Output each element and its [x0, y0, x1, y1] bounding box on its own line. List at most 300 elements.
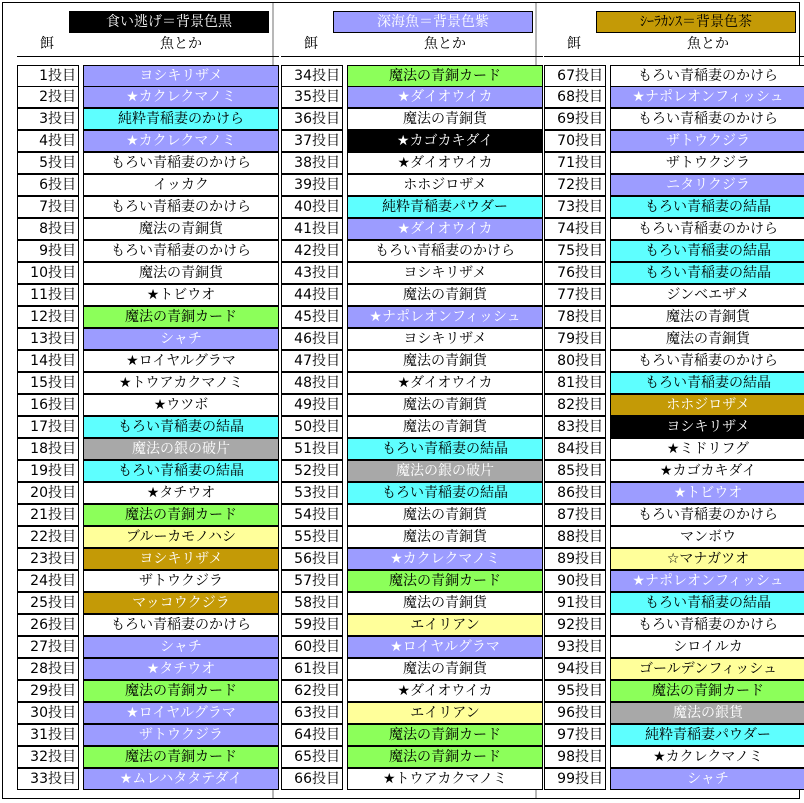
table-row	[544, 461, 804, 483]
cast-number-cell: 99投目	[544, 768, 606, 790]
cast-number-cell: 33投目	[17, 768, 79, 790]
table-row	[281, 659, 543, 681]
cast-number-cell: 93投目	[544, 636, 606, 658]
table-row	[544, 219, 804, 241]
catch-item-cell: もろい青稲妻のかけら	[83, 152, 279, 174]
table-row	[17, 725, 279, 747]
catch-item-cell: 魔法の青銅カード	[83, 306, 279, 328]
table-row	[281, 285, 543, 307]
cast-number-cell: 70投目	[544, 130, 606, 152]
table-row	[544, 395, 804, 417]
cast-number-cell: 19投目	[17, 460, 79, 482]
table-row	[17, 175, 279, 197]
fishing-log-sheet	[2, 2, 800, 799]
catch-item-cell: 純粋青稲妻パウダー	[347, 196, 543, 218]
cast-number-cell: 66投目	[281, 768, 343, 790]
table-row	[281, 241, 543, 263]
cast-number-cell: 37投目	[281, 130, 343, 152]
cast-number-cell: 11投目	[17, 284, 79, 306]
cast-number-cell: 74投目	[544, 218, 606, 240]
header-rule	[544, 56, 804, 57]
catch-item-cell: 魔法の青銅貨	[347, 350, 543, 372]
table-row	[17, 483, 279, 505]
catch-item-cell: もろい青稲妻の結晶	[610, 196, 804, 218]
table-row	[17, 153, 279, 175]
cast-number-cell: 96投目	[544, 702, 606, 724]
catch-item-cell: ★カゴカキダイ	[347, 130, 543, 152]
table-row	[544, 241, 804, 263]
catch-item-cell: 魔法の青銅貨	[347, 108, 543, 130]
table-row	[281, 725, 543, 747]
cast-number-cell: 35投目	[281, 86, 343, 108]
cast-number-cell: 49投目	[281, 394, 343, 416]
cast-number-cell: 82投目	[544, 394, 606, 416]
cast-number-cell: 12投目	[17, 306, 79, 328]
catch-item-cell: ★カクレクマノミ	[347, 548, 543, 570]
header-bait: 餌	[567, 36, 581, 52]
table-row	[17, 219, 279, 241]
table-row	[17, 307, 279, 329]
cast-number-cell: 85投目	[544, 460, 606, 482]
table-row	[544, 769, 804, 791]
cast-number-cell: 1投目	[17, 65, 79, 87]
catch-item-cell: シャチ	[83, 328, 279, 350]
catch-item-cell: ヨシキリザメ	[347, 262, 543, 284]
table-row	[17, 109, 279, 131]
table-row	[544, 307, 804, 329]
catch-item-cell: もろい青稲妻の結晶	[610, 240, 804, 262]
table-row	[544, 417, 804, 439]
catch-item-cell: ブルーカモノハシ	[83, 526, 279, 548]
table-row	[17, 131, 279, 153]
header-bait: 餌	[304, 36, 318, 52]
cast-number-cell: 32投目	[17, 746, 79, 768]
cast-number-cell: 75投目	[544, 240, 606, 262]
table-row	[544, 65, 804, 87]
table-row	[544, 153, 804, 175]
table-row	[544, 571, 804, 593]
catch-item-cell: ★ロイヤルグラマ	[83, 702, 279, 724]
cast-number-cell: 46投目	[281, 328, 343, 350]
catch-item-cell: もろい青稲妻のかけら	[610, 218, 804, 240]
catch-list	[281, 65, 543, 791]
catch-item-cell: もろい青稲妻の結晶	[610, 262, 804, 284]
catch-item-cell: ヨシキリザメ	[83, 548, 279, 570]
cast-number-cell: 91投目	[544, 592, 606, 614]
table-row	[281, 703, 543, 725]
header-fish: 魚とか	[160, 36, 202, 52]
catch-item-cell: ★ムレハタタテダイ	[83, 768, 279, 790]
cast-number-cell: 92投目	[544, 614, 606, 636]
catch-item-cell: ザトウクジラ	[610, 152, 804, 174]
table-row	[17, 571, 279, 593]
cast-number-cell: 61投目	[281, 658, 343, 680]
cast-number-cell: 67投目	[544, 65, 606, 87]
cast-number-cell: 71投目	[544, 152, 606, 174]
catch-item-cell: 魔法の青銅カード	[610, 680, 804, 702]
catch-item-cell: もろい青稲妻のかけら	[83, 196, 279, 218]
catch-item-cell: 魔法の銀の破片	[347, 460, 543, 482]
table-row	[544, 505, 804, 527]
catch-item-cell: 魔法の青銅貨	[610, 306, 804, 328]
table-row	[281, 461, 543, 483]
catch-item-cell: 魔法の青銅貨	[610, 328, 804, 350]
cast-number-cell: 79投目	[544, 328, 606, 350]
cast-number-cell: 63投目	[281, 702, 343, 724]
catch-item-cell: もろい青稲妻の結晶	[83, 416, 279, 438]
table-row	[17, 65, 279, 87]
cast-number-cell: 94投目	[544, 658, 606, 680]
catch-item-cell: 純粋青稲妻のかけら	[83, 108, 279, 130]
table-row	[281, 769, 543, 791]
catch-item-cell: もろい青稲妻のかけら	[347, 240, 543, 262]
cast-number-cell: 36投目	[281, 108, 343, 130]
table-row	[544, 87, 804, 109]
table-row	[281, 483, 543, 505]
catch-item-cell: ジンベエザメ	[610, 284, 804, 306]
catch-item-cell: イッカク	[83, 174, 279, 196]
catch-item-cell: ☆マナガツオ	[610, 548, 804, 570]
table-row	[544, 747, 804, 769]
cast-number-cell: 34投目	[281, 65, 343, 87]
table-row	[17, 263, 279, 285]
cast-number-cell: 60投目	[281, 636, 343, 658]
table-row	[17, 549, 279, 571]
catch-item-cell: 魔法の青銅カード	[83, 680, 279, 702]
table-row	[544, 549, 804, 571]
cast-number-cell: 30投目	[17, 702, 79, 724]
catch-item-cell: ザトウクジラ	[83, 724, 279, 746]
cast-number-cell: 43投目	[281, 262, 343, 284]
cast-number-cell: 87投目	[544, 504, 606, 526]
table-row	[17, 615, 279, 637]
catch-item-cell: エイリアン	[347, 614, 543, 636]
table-row	[544, 263, 804, 285]
catch-item-cell: ★ナポレオンフィッシュ	[347, 306, 543, 328]
cast-number-cell: 58投目	[281, 592, 343, 614]
table-row	[17, 87, 279, 109]
cast-number-cell: 3投目	[17, 108, 79, 130]
catch-item-cell: マッコウクジラ	[83, 592, 279, 614]
cast-number-cell: 45投目	[281, 306, 343, 328]
table-row	[544, 593, 804, 615]
table-row	[281, 681, 543, 703]
catch-item-cell: ★ロイヤルグラマ	[83, 350, 279, 372]
catch-item-cell: 魔法の青銅カード	[347, 746, 543, 768]
cast-number-cell: 52投目	[281, 460, 343, 482]
catch-item-cell: ★カクレクマノミ	[83, 86, 279, 108]
cast-number-cell: 55投目	[281, 526, 343, 548]
column-section-2	[281, 3, 543, 798]
catch-item-cell: もろい青稲妻のかけら	[610, 350, 804, 372]
table-row	[544, 527, 804, 549]
catch-item-cell: 魔法の青銅カード	[347, 570, 543, 592]
table-row	[281, 373, 543, 395]
cast-number-cell: 80投目	[544, 350, 606, 372]
table-row	[281, 307, 543, 329]
table-row	[544, 373, 804, 395]
cast-number-cell: 53投目	[281, 482, 343, 504]
column-section-1	[17, 3, 279, 798]
catch-item-cell: もろい青稲妻の結晶	[83, 460, 279, 482]
cast-number-cell: 78投目	[544, 306, 606, 328]
table-row	[544, 615, 804, 637]
table-row	[281, 131, 543, 153]
cast-number-cell: 62投目	[281, 680, 343, 702]
cast-number-cell: 69投目	[544, 108, 606, 130]
table-row	[281, 637, 543, 659]
cast-number-cell: 4投目	[17, 130, 79, 152]
catch-item-cell: もろい青稲妻のかけら	[610, 504, 804, 526]
cast-number-cell: 23投目	[17, 548, 79, 570]
table-row	[544, 131, 804, 153]
catch-item-cell: ★ナポレオンフィッシュ	[610, 86, 804, 108]
catch-item-cell: 純粋青稲妻パウダー	[610, 724, 804, 746]
cast-number-cell: 48投目	[281, 372, 343, 394]
catch-item-cell: もろい青稲妻のかけら	[610, 108, 804, 130]
cast-number-cell: 56投目	[281, 548, 343, 570]
table-row	[281, 439, 543, 461]
cast-number-cell: 27投目	[17, 636, 79, 658]
catch-item-cell: ★ナポレオンフィッシュ	[610, 570, 804, 592]
catch-item-cell: ★トウアカクマノミ	[83, 372, 279, 394]
table-row	[17, 593, 279, 615]
table-row	[17, 747, 279, 769]
table-row	[17, 329, 279, 351]
cast-number-cell: 42投目	[281, 240, 343, 262]
catch-item-cell: 魔法の青銅貨	[83, 218, 279, 240]
table-row	[544, 681, 804, 703]
catch-item-cell: ★カクレクマノミ	[83, 130, 279, 152]
catch-item-cell: ホホジロザメ	[610, 394, 804, 416]
catch-item-cell: ゴールデンフィッシュ	[610, 658, 804, 680]
cast-number-cell: 18投目	[17, 438, 79, 460]
cast-number-cell: 86投目	[544, 482, 606, 504]
header-rule	[281, 56, 543, 57]
table-row	[544, 329, 804, 351]
catch-item-cell: 魔法の青銅貨	[347, 658, 543, 680]
table-row	[281, 175, 543, 197]
cast-number-cell: 9投目	[17, 240, 79, 262]
catch-item-cell: 魔法の銀貨	[610, 702, 804, 724]
catch-item-cell: ★カゴカキダイ	[610, 460, 804, 482]
cast-number-cell: 98投目	[544, 746, 606, 768]
table-row	[281, 571, 543, 593]
header-bait: 餌	[40, 36, 54, 52]
catch-item-cell: 魔法の青銅貨	[347, 592, 543, 614]
cast-number-cell: 84投目	[544, 438, 606, 460]
table-row	[544, 439, 804, 461]
table-row	[544, 285, 804, 307]
table-row	[281, 153, 543, 175]
table-row	[281, 109, 543, 131]
cast-number-cell: 50投目	[281, 416, 343, 438]
cast-number-cell: 47投目	[281, 350, 343, 372]
table-row	[17, 659, 279, 681]
catch-item-cell: 魔法の青銅貨	[347, 504, 543, 526]
table-row	[544, 637, 804, 659]
table-row	[17, 373, 279, 395]
cast-number-cell: 39投目	[281, 174, 343, 196]
cast-number-cell: 59投目	[281, 614, 343, 636]
catch-item-cell: もろい青稲妻の結晶	[347, 438, 543, 460]
header-fish: 魚とか	[424, 36, 466, 52]
table-row	[281, 263, 543, 285]
cast-number-cell: 40投目	[281, 196, 343, 218]
table-row	[544, 483, 804, 505]
cast-number-cell: 14投目	[17, 350, 79, 372]
catch-item-cell: ★トビウオ	[610, 482, 804, 504]
catch-item-cell: ★ダイオウイカ	[347, 372, 543, 394]
cast-number-cell: 81投目	[544, 372, 606, 394]
catch-item-cell: ★ダイオウイカ	[347, 86, 543, 108]
catch-item-cell: ★ダイオウイカ	[347, 218, 543, 240]
cast-number-cell: 41投目	[281, 218, 343, 240]
catch-item-cell: シャチ	[610, 768, 804, 790]
table-row	[281, 747, 543, 769]
catch-item-cell: ★トウアカクマノミ	[347, 768, 543, 790]
catch-item-cell: 魔法の青銅貨	[347, 284, 543, 306]
catch-item-cell: もろい青稲妻の結晶	[610, 372, 804, 394]
cast-number-cell: 2投目	[17, 86, 79, 108]
catch-item-cell: ヨシキリザメ	[347, 328, 543, 350]
table-row	[281, 219, 543, 241]
cast-number-cell: 31投目	[17, 724, 79, 746]
table-row	[17, 395, 279, 417]
table-row	[17, 351, 279, 373]
catch-item-cell: ★ロイヤルグラマ	[347, 636, 543, 658]
cast-number-cell: 26投目	[17, 614, 79, 636]
catch-item-cell: ニタリクジラ	[610, 174, 804, 196]
catch-item-cell: もろい青稲妻のかけら	[610, 65, 804, 87]
table-row	[544, 175, 804, 197]
cast-number-cell: 15投目	[17, 372, 79, 394]
table-row	[281, 527, 543, 549]
catch-item-cell: もろい青稲妻の結晶	[347, 482, 543, 504]
table-row	[281, 65, 543, 87]
table-row	[17, 637, 279, 659]
cast-number-cell: 77投目	[544, 284, 606, 306]
cast-number-cell: 65投目	[281, 746, 343, 768]
catch-item-cell: ホホジロザメ	[347, 174, 543, 196]
cast-number-cell: 95投目	[544, 680, 606, 702]
table-row	[544, 197, 804, 219]
table-row	[17, 417, 279, 439]
cast-number-cell: 73投目	[544, 196, 606, 218]
table-row	[281, 505, 543, 527]
cast-number-cell: 76投目	[544, 262, 606, 284]
cast-number-cell: 16投目	[17, 394, 79, 416]
cast-number-cell: 20投目	[17, 482, 79, 504]
table-row	[17, 681, 279, 703]
table-row	[17, 527, 279, 549]
cast-number-cell: 25投目	[17, 592, 79, 614]
catch-item-cell: ★ミドリフグ	[610, 438, 804, 460]
catch-item-cell: もろい青稲妻の結晶	[610, 592, 804, 614]
cast-number-cell: 13投目	[17, 328, 79, 350]
catch-item-cell: 魔法の青銅貨	[347, 526, 543, 548]
catch-item-cell: ★カクレクマノミ	[610, 746, 804, 768]
table-row	[544, 725, 804, 747]
catch-item-cell: シャチ	[83, 636, 279, 658]
table-row	[17, 505, 279, 527]
catch-item-cell: ★トビウオ	[83, 284, 279, 306]
table-row	[17, 461, 279, 483]
table-row	[281, 615, 543, 637]
column-section-3	[544, 3, 804, 798]
cast-number-cell: 8投目	[17, 218, 79, 240]
catch-list	[17, 65, 279, 791]
cast-number-cell: 44投目	[281, 284, 343, 306]
cast-number-cell: 68投目	[544, 86, 606, 108]
catch-item-cell: ★タチウオ	[83, 482, 279, 504]
catch-item-cell: ザトウクジラ	[83, 570, 279, 592]
cast-number-cell: 21投目	[17, 504, 79, 526]
catch-item-cell: ザトウクジラ	[610, 130, 804, 152]
table-row	[281, 417, 543, 439]
catch-item-cell: 魔法の青銅カード	[347, 65, 543, 87]
table-row	[281, 197, 543, 219]
legend-box: 深海魚＝背景色紫	[333, 11, 533, 33]
cast-number-cell: 90投目	[544, 570, 606, 592]
catch-item-cell: 魔法の青銅カード	[83, 746, 279, 768]
cast-number-cell: 28投目	[17, 658, 79, 680]
catch-item-cell: もろい青稲妻のかけら	[83, 240, 279, 262]
cast-number-cell: 6投目	[17, 174, 79, 196]
table-row	[17, 241, 279, 263]
cast-number-cell: 51投目	[281, 438, 343, 460]
table-row	[281, 87, 543, 109]
table-row	[17, 769, 279, 791]
catch-item-cell: ★ダイオウイカ	[347, 152, 543, 174]
catch-item-cell: もろい青稲妻のかけら	[610, 614, 804, 636]
catch-item-cell: ヨシキリザメ	[610, 416, 804, 438]
cast-number-cell: 72投目	[544, 174, 606, 196]
table-row	[281, 351, 543, 373]
catch-item-cell: 魔法の銀の破片	[83, 438, 279, 460]
cast-number-cell: 89投目	[544, 548, 606, 570]
cast-number-cell: 88投目	[544, 526, 606, 548]
table-row	[281, 395, 543, 417]
cast-number-cell: 7投目	[17, 196, 79, 218]
catch-list	[544, 65, 804, 791]
catch-item-cell: もろい青稲妻のかけら	[83, 614, 279, 636]
cast-number-cell: 57投目	[281, 570, 343, 592]
cast-number-cell: 22投目	[17, 526, 79, 548]
catch-item-cell: マンボウ	[610, 526, 804, 548]
catch-item-cell: 魔法の青銅カード	[347, 724, 543, 746]
table-row	[17, 703, 279, 725]
table-row	[281, 329, 543, 351]
cast-number-cell: 29投目	[17, 680, 79, 702]
table-row	[17, 197, 279, 219]
catch-item-cell: 魔法の青銅貨	[83, 262, 279, 284]
catch-item-cell: ★ダイオウイカ	[347, 680, 543, 702]
table-row	[544, 109, 804, 131]
catch-item-cell: ★ウツボ	[83, 394, 279, 416]
table-row	[544, 659, 804, 681]
cast-number-cell: 5投目	[17, 152, 79, 174]
cast-number-cell: 38投目	[281, 152, 343, 174]
table-row	[544, 703, 804, 725]
cast-number-cell: 54投目	[281, 504, 343, 526]
catch-item-cell: シロイルカ	[610, 636, 804, 658]
catch-item-cell: 魔法の青銅カード	[83, 504, 279, 526]
legend-box: 食い逃げ＝背景色黒	[69, 11, 269, 33]
catch-item-cell: 魔法の青銅貨	[347, 416, 543, 438]
cast-number-cell: 97投目	[544, 724, 606, 746]
table-row	[281, 593, 543, 615]
